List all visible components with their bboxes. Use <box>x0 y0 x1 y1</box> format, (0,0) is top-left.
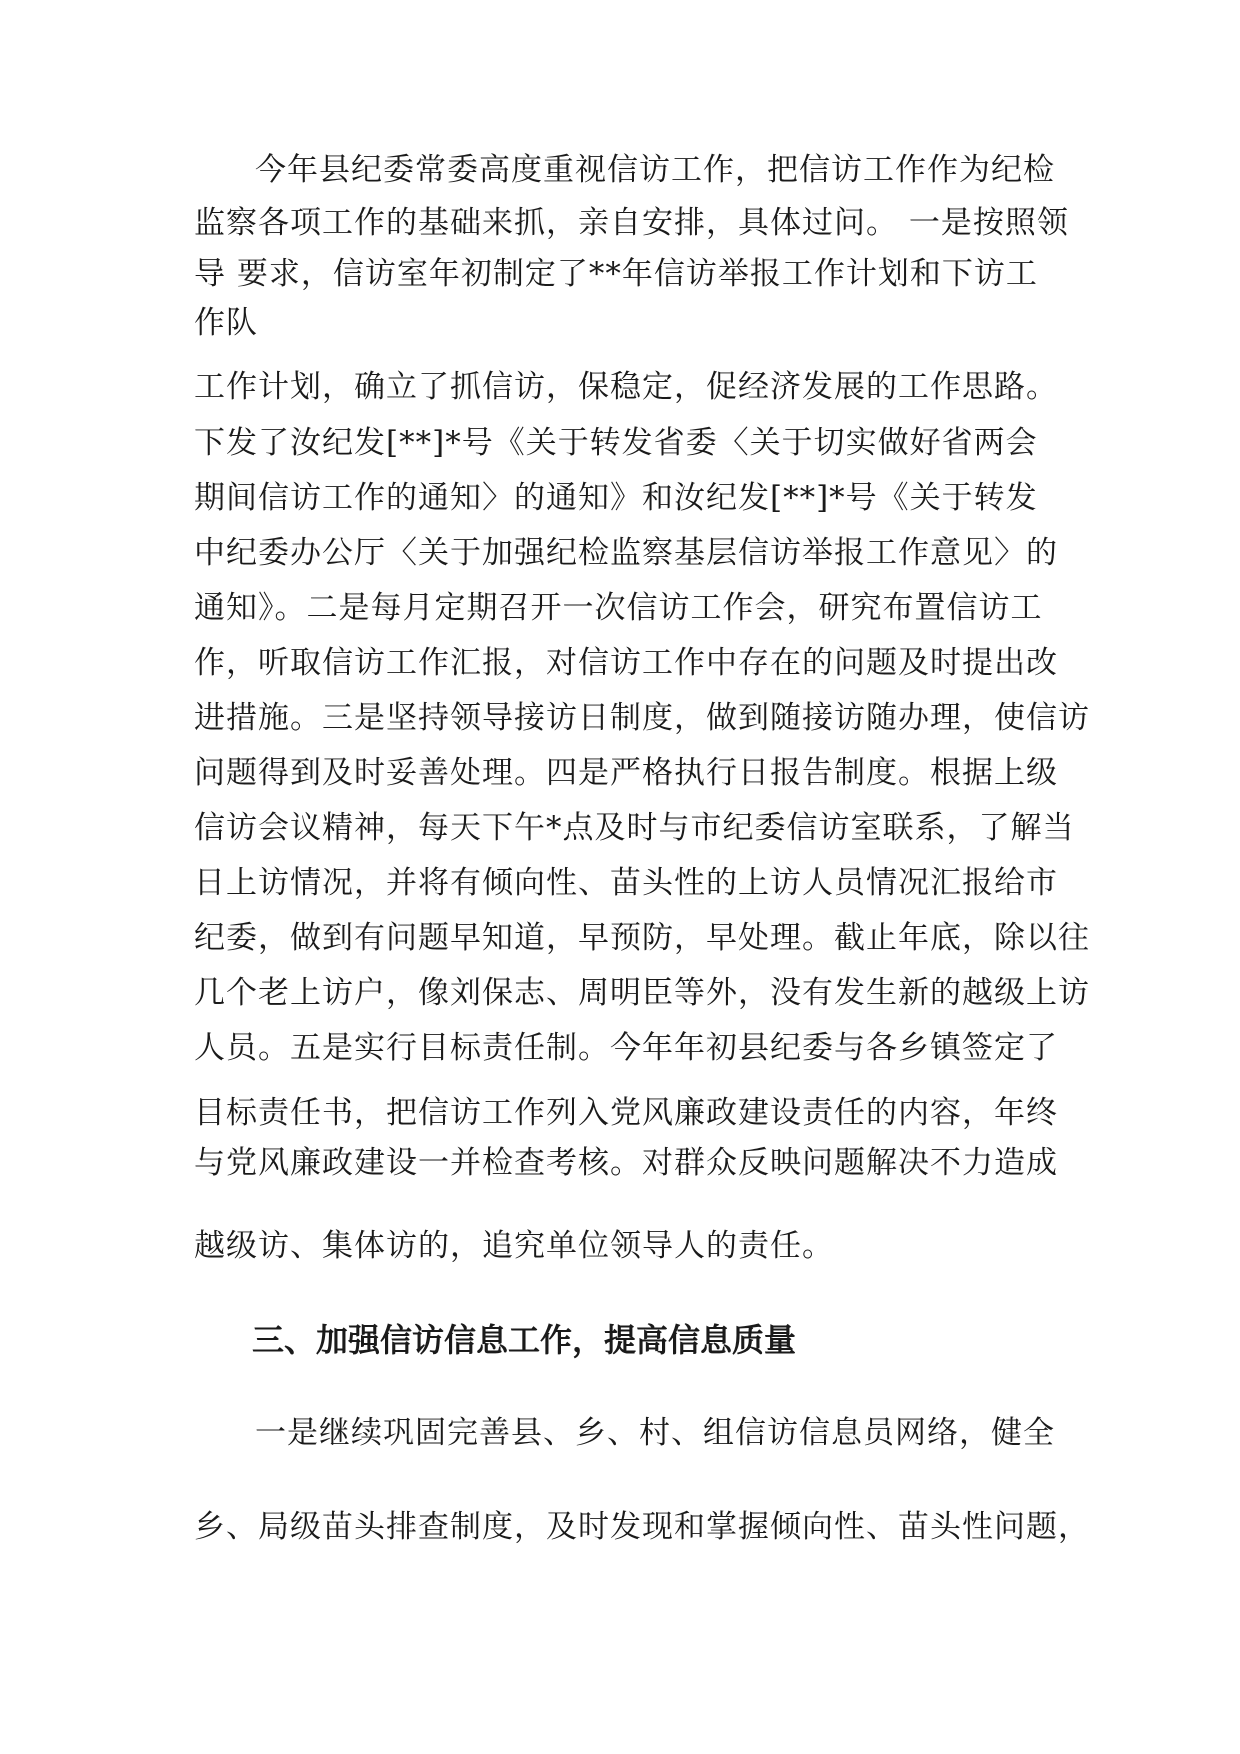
text-line: 问题得到及时妥善处理。四是严格执行日报告制度。根据上级 <box>194 755 1058 791</box>
text-line: 乡、局级苗头排查制度，及时发现和掌握倾向性、苗头性问题， <box>194 1509 1090 1545</box>
text-line: 中纪委办公厅〈关于加强纪检监察基层信访举报工作意见〉的 <box>194 535 1058 571</box>
text-line: 信访会议精神，每天下午*点及时与市纪委信访室联系，了解当 <box>194 810 1075 846</box>
text-line: 日上访情况，并将有倾向性、苗头性的上访人员情况汇报给市 <box>194 865 1058 901</box>
text-line: 纪委，做到有问题早知道，早预防，早处理。截止年底，除以往 <box>194 920 1090 956</box>
text-line: 作队 <box>194 305 258 341</box>
text-line: 通知》。二是每月定期召开一次信访工作会，研究布置信访工 <box>194 590 1043 626</box>
text-line: 下发了汝纪发[**]*号《关于转发省委〈关于切实做好省两会 <box>194 425 1038 461</box>
text-line: 今年县纪委常委高度重视信访工作，把信访工作作为纪检 <box>255 152 1055 188</box>
text-line: 几个老上访户，像刘保志、周明臣等外，没有发生新的越级上访 <box>194 975 1090 1011</box>
text-line: 与党风廉政建设一并检查考核。对群众反映问题解决不力造成 <box>194 1145 1058 1181</box>
text-line: 人员。五是实行目标责任制。今年年初县纪委与各乡镇签定了 <box>194 1030 1058 1066</box>
text-line: 作，听取信访工作汇报，对信访工作中存在的问题及时提出改 <box>194 645 1058 681</box>
text-line: 目标责任书，把信访工作列入党风廉政建设责任的内容，年终 <box>194 1095 1058 1131</box>
text-line: 一是继续巩固完善县、乡、村、组信访信息员网络，健全 <box>255 1415 1055 1451</box>
text-line: 工作计划，确立了抓信访，保稳定，促经济发展的工作思路。 <box>194 369 1058 405</box>
text-line: 导 要求，信访室年初制定了**年信访举报工作计划和下访工 <box>194 256 1038 292</box>
section-heading: 三、加强信访信息工作，提高信息质量 <box>252 1321 797 1359</box>
text-line: 监察各项工作的基础来抓，亲自安排，具体过问。 一是按照领 <box>194 205 1069 241</box>
text-line: 进措施。三是坚持领导接访日制度，做到随接访随办理，使信访 <box>194 700 1090 736</box>
text-line: 期间信访工作的通知〉的通知》和汝纪发[**]*号《关于转发 <box>194 480 1038 516</box>
text-line: 越级访、集体访的，追究单位领导人的责任。 <box>194 1228 834 1264</box>
